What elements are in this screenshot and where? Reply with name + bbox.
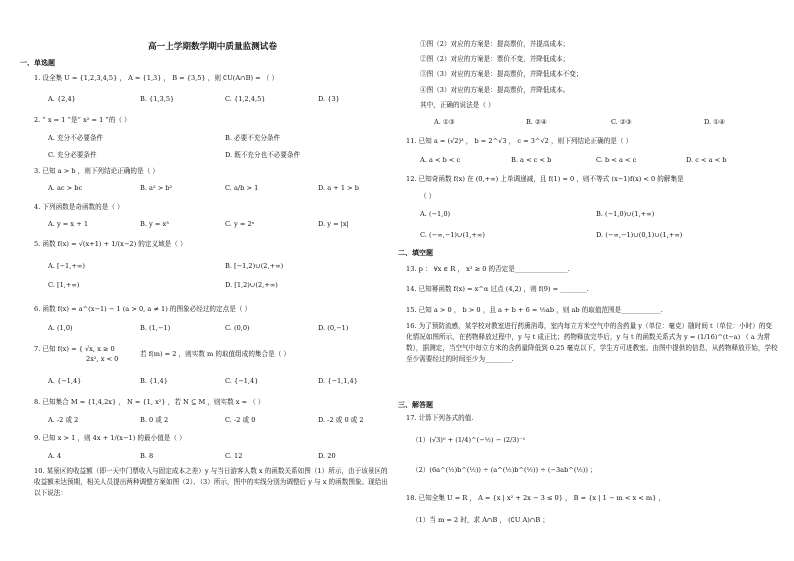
q12-stem: 12. 已知奇函数 f(x) 在 (0,+∞) 上单调递减，且 f(1) = 0 ，则不等式 (x−1)f(x) < 0 的解集是	[406, 175, 684, 183]
q8-stem: 8. 已知集合 M = {1,4,2x} ， N = {1, x²} ，若 N ⊆ M ，则实数 x = （ ）	[34, 398, 265, 406]
q17-part-1: （1）(√3)⁰ + (1/4)^(−½) − (2/3)⁻¹	[412, 436, 526, 444]
q7-option-a: A. {−1,4}	[48, 377, 82, 385]
q13-stem: 13. p ： ∀x ∈ R ， x² ≥ 0 的否定是________________.	[406, 265, 570, 273]
q3-option-c: C. a/b > 1	[225, 184, 259, 192]
q12-option-d: D. (−∞,−1)∪(0,1)∪(1,+∞)	[596, 231, 683, 239]
q9-stem: 9. 已知 x > 1 ，则 4x + 1/(x−1) 的最小值是（ ）	[34, 434, 186, 442]
q17-stem: 17. 计算下列各式的值.	[406, 414, 474, 422]
section-single-choice: 一、单选题	[20, 58, 55, 67]
q4-option-d: D. y = |x|	[318, 220, 349, 228]
q1-option-c: C. {1,2,4,5}	[225, 95, 266, 103]
q6-option-b: B. (1,−1)	[140, 324, 171, 332]
q12-paren: （ ）	[420, 192, 436, 200]
q1-option-b: B. {1,3,5}	[140, 95, 175, 103]
q11-option-a: A. a < b < c	[420, 156, 461, 164]
q12-option-c: C. (−∞,−1)∪(1,+∞)	[420, 231, 485, 239]
q2-option-c: C. 充分必要条件	[48, 151, 97, 159]
q5-option-b: B. [−1,2)∪(2,+∞)	[225, 262, 284, 270]
q12-option-b: B. (−1,0)∪(1,+∞)	[596, 210, 655, 218]
q5-option-a: A. [−1,+∞)	[48, 262, 85, 270]
q7-stem-question: 若 f(m) = 2 ，则实数 m 的取值组成的集合是（ ）	[140, 350, 290, 358]
q11-option-d: D. c < a < b	[686, 156, 727, 164]
q8-option-a: A. -2 或 2	[48, 416, 79, 424]
q5-option-c: C. [1,+∞)	[48, 281, 80, 289]
q1-option-a: A. {2,4}	[48, 95, 76, 103]
q10-statement-3: ③图（3）对应的方案是：提高票价，并降低成本不变；	[420, 70, 583, 78]
q4-option-b: B. y = x³	[140, 220, 169, 228]
q5-option-d: D. [1,2)∪(2,+∞)	[225, 281, 278, 289]
q7-option-d: D. {−1,1,4}	[318, 377, 358, 385]
q6-stem: 6. 函数 f(x) = a^(x−1) − 1 (a > 0, a ≠ 1) 的图象必经过的定点是（ ）	[34, 305, 252, 313]
q9-option-d: D. 20	[318, 452, 336, 460]
q9-option-a: A. 4	[48, 452, 62, 460]
q4-stem: 4. 下列函数是奇函数的是（ ）	[34, 203, 124, 211]
q10-option-b: B. ②④	[526, 118, 547, 126]
q4-option-a: A. y = x + 1	[48, 220, 89, 228]
q12-option-a: A. (−1,0)	[420, 210, 451, 218]
q2-option-a: A. 充分不必要条件	[48, 134, 104, 142]
q7-option-b: B. {1,4}	[140, 377, 168, 385]
q2-stem: 2. “ x = 1 ”是“ x² = 1 ”的（ ）	[34, 116, 131, 124]
q8-option-d: D. -2 或 0 或 2	[318, 416, 364, 424]
q14-stem: 14. 已知幂函数 f(x) = x^α 过点 (4,2) ，则 f(9) = ________.	[406, 285, 589, 293]
q10-statement-2: ②图（2）对应的方案是：票价不变，并降低成本；	[420, 55, 570, 63]
section-fill-blank: 二、填空题	[398, 248, 433, 257]
q3-option-b: B. a² > b²	[140, 184, 173, 192]
q8-option-c: C. -2 或 0	[225, 416, 256, 424]
q3-option-d: D. a + 1 > b	[318, 184, 360, 192]
q10-stem: 10. 某景区的收益额（即一天中门票收入与固定成本之差）y 与当日游客人数 x 的函数关系如图（1）所示，由于该景区的收益额未达预期，相关人员提出两种调整方案如图（2）、（3）所示，图中的实线分别为调整后 y 与 x 的函数图象。现给出以下说法：	[34, 467, 388, 497]
q7-option-c: C. {−1,4}	[225, 377, 259, 385]
q10-option-d: D. ①④	[704, 118, 726, 126]
q11-option-b: B. a < c < b	[511, 156, 552, 164]
q2-option-b: B. 必要不充分条件	[225, 134, 281, 142]
q3-stem: 3. 已知 a > b ，则下列结论正确的是（ ）	[34, 167, 159, 175]
q11-stem: 11. 已知 a = (√2)³ ， b = 2^√3 ， c = 3^√2 ，则下列结论正确的是（ ）	[406, 137, 633, 145]
q4-option-c: C. y = 2ˣ	[225, 220, 255, 228]
q10-statement-4: ④图（3）对应的方案是：提高票价，并降低成本。	[420, 86, 570, 94]
left-column	[20, 0, 400, 561]
q1-stem: 1. 设全集 U = {1,2,3,4,5} ， A = {1,3} ， B = {3,5} ，则 ∁U(A∩B) = （ ）	[34, 74, 279, 82]
q2-option-d: D. 既不充分也不必要条件	[225, 151, 301, 159]
q11-option-c: C. b < a < c	[596, 156, 637, 164]
q9-option-b: B. 8	[140, 452, 154, 460]
q6-option-c: C. (0,0)	[225, 324, 250, 332]
q7-stem-case1: 7. 已知 f(x) = { √x, x ≥ 0	[34, 345, 115, 353]
q16-stem: 16. 为了预防流感，某学校对教室进行药熏消毒，室内每立方米空气中的含药量 y（单位：毫克）随时间 t（单位：小时）的变化情况如图所示，在药物释放过程中，y 与 t 成正比；药物释放完毕后，y 与 t 的函数关系式为 y = (1/16)^(t−a) （ a 为常数），据测定，当空气中每立方米的含药量降低到 0.25 毫克以下，学生方可进教室。由图中提供的信息，从药物释放开始，学校至少需要经过的时间至少为________.	[406, 322, 778, 363]
q18-part-1: （1）当 m = 2 时，求 A∩B ， (∁U A)∩B ；	[412, 516, 549, 524]
q5-stem: 5. 函数 f(x) = √(x+1) + 1/(x−2) 的定义域是（ ）	[34, 240, 187, 248]
page-title: 高一上学期数学期中质量监测试卷	[148, 42, 277, 52]
q15-stem: 15. 已知 a > 0 ， b > 0 ，且 a + b + 6 = ½ab ，则 ab 的取值范围是____________.	[406, 306, 663, 314]
q10-ask: 其中，正确的说法是（ ）	[420, 101, 495, 109]
q3-option-a: A. ac > bc	[48, 184, 83, 192]
q17-part-2: （2）(6a^(½)b^(½)) ÷ (a^(½)b^(½)) ÷ (−3ab^(½)) ；	[412, 466, 597, 474]
q6-option-d: D. (0,−1)	[318, 324, 349, 332]
q10-option-a: A. ①③	[434, 118, 455, 126]
q7-stem-case2: 2x², x < 0	[86, 355, 119, 363]
q18-stem: 18. 已知全集 U = R ， A = {x | x² + 2x − 3 ≤ 0} ， B = {x | 1 − m < x < m} ，	[406, 494, 666, 502]
section-solve: 三、解答题	[398, 400, 433, 409]
q10-option-c: C. ②③	[611, 118, 632, 126]
right-column	[398, 0, 786, 561]
q1-option-d: D. {3}	[318, 95, 340, 103]
q6-option-a: A. (1,0)	[48, 324, 73, 332]
q10-statement-1: ①图（2）对应的方案是：提高票价，并提高成本；	[420, 40, 570, 48]
q8-option-b: B. 0 或 2	[140, 416, 169, 424]
q9-option-c: C. 12	[225, 452, 243, 460]
